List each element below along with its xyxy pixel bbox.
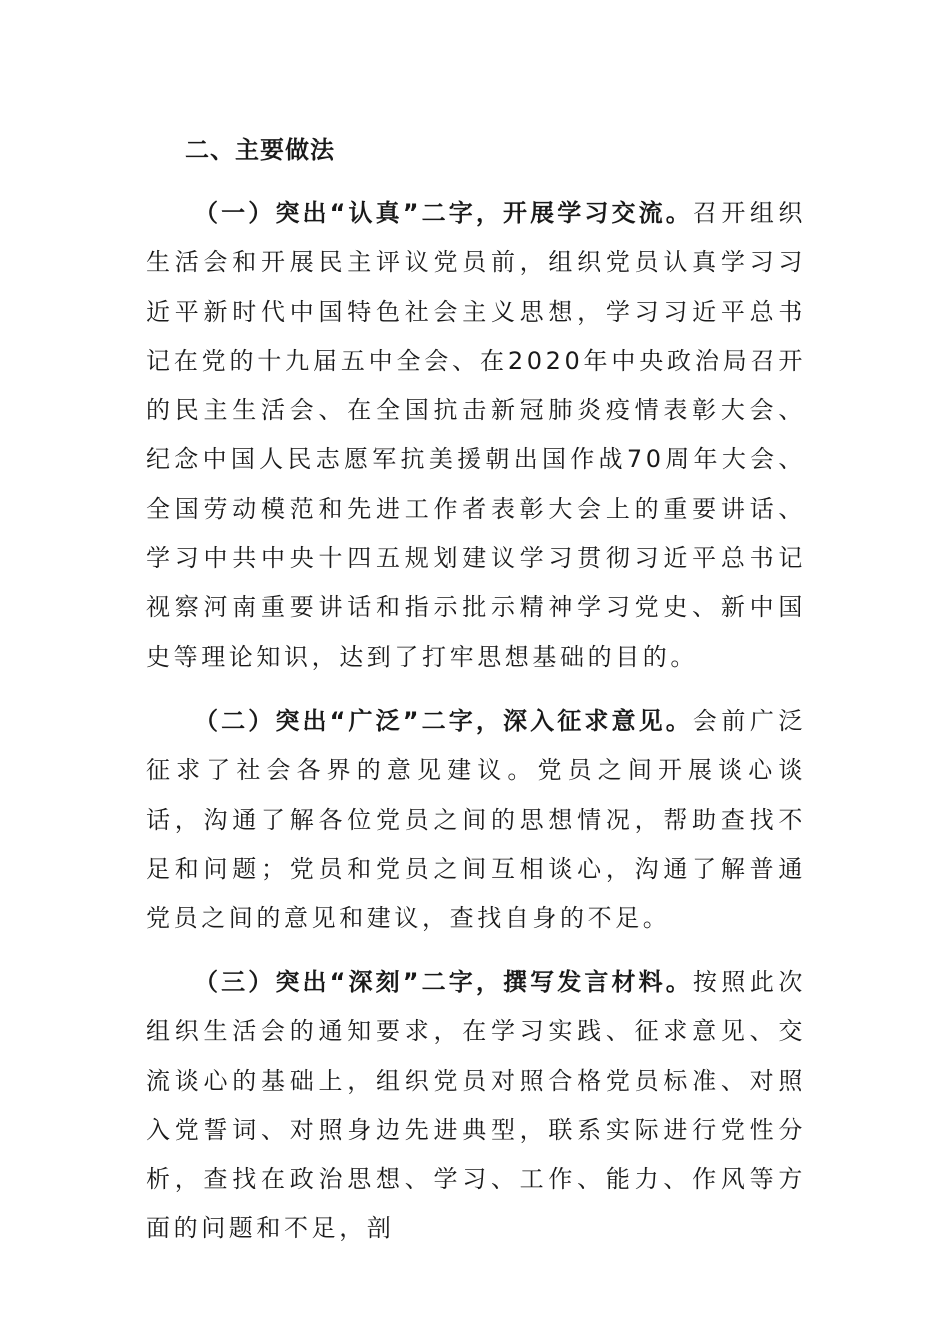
paragraph-lead: （一）突出“认真”二字，开展学习交流。	[194, 199, 693, 227]
paragraph-study-exchange	[146, 189, 806, 682]
paragraph-lead: （二）突出“广泛”二字，深入征求意见。	[194, 707, 693, 735]
section-heading: 二、主要做法	[185, 136, 335, 164]
paragraph-lead: （三）突出“深刻”二字，撰写发言材料。	[194, 968, 693, 996]
paragraph-body: 按照此次组织生活会的通知要求，在学习实践、征求意见、交流谈心的基础上，组织党员对照合格党员标准、对照入党誓词、对照身边先进典型，联系实际进行党性分析，查找在政治思想、学习、工作、能力、作风等方面的问题和不足，剖	[146, 968, 806, 1243]
paragraph-solicit-opinions	[146, 697, 806, 943]
paragraph-write-materials	[146, 958, 806, 1254]
paragraph-body: 召开组织生活会和开展民主评议党员前，组织党员认真学习习近平新时代中国特色社会主义思想，学习习近平总书记在党的十九届五中全会、在2020年中央政治局召开的民主生活会、在全国抗击新冠肺炎疫情表彰大会、纪念中国人民志愿军抗美援朝出国作战70周年大会、全国劳动模范和先进工作者表彰大会上的重要讲话、学习中共中央十四五规划建议学习贯彻习近平总书记视察河南重要讲话和指示批示精神学习党史、新中国史等理论知识，达到了打牢思想基础的目的。	[146, 199, 806, 671]
paragraph-body: 会前广泛征求了社会各界的意见建议。党员之间开展谈心谈话，沟通了解各位党员之间的思想情况，帮助查找不足和问题；党员和党员之间互相谈心，沟通了解普通党员之间的意见和建议，查找自身的不足。	[146, 707, 806, 933]
